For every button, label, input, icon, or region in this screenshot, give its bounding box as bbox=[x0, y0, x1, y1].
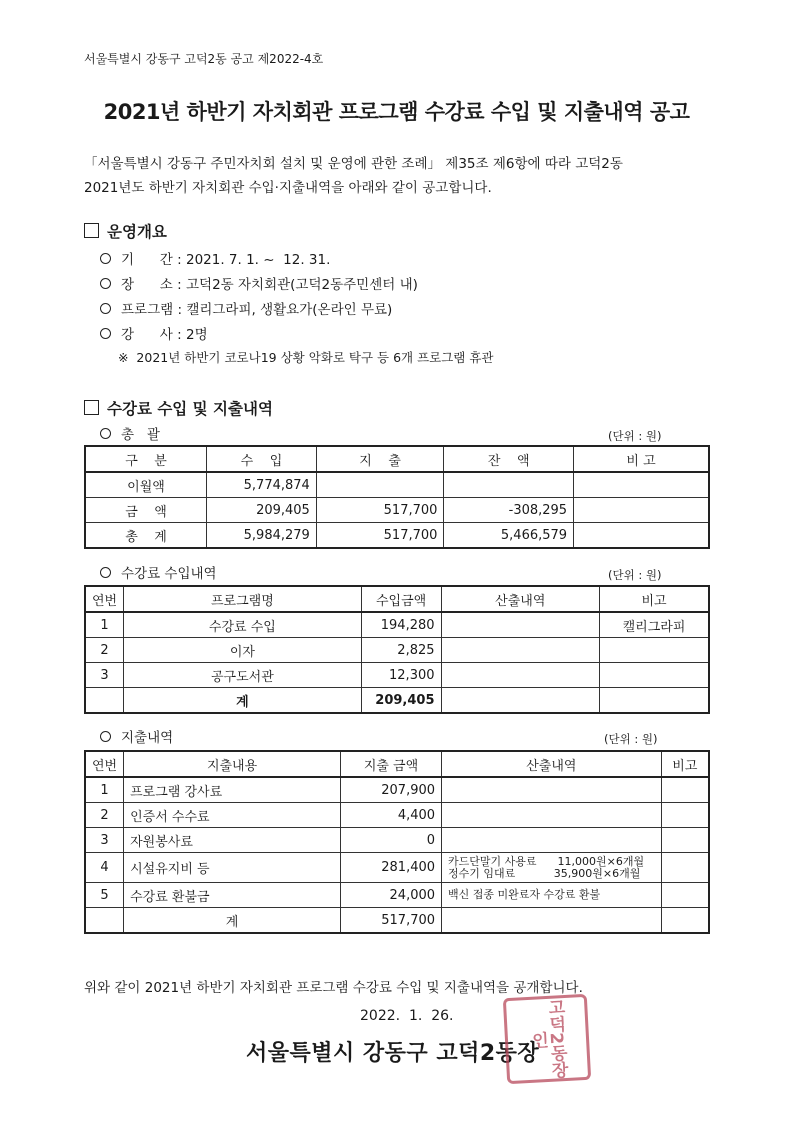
overview-item-period: 기 간 : 2021. 7. 1. ~ 12. 31. bbox=[100, 248, 330, 268]
note-cell bbox=[574, 498, 709, 523]
expense-name: 자원봉사료 bbox=[124, 828, 341, 853]
bullet-circle-icon bbox=[100, 428, 111, 439]
row-number: 2 bbox=[85, 638, 124, 663]
expense-subheading-text: 지출내역 bbox=[121, 730, 174, 746]
intro-line-1: 「서울특별시 강동구 주민자치회 설치 및 운영에 관한 조례」 제35조 제6항에 따라 고덕2동 bbox=[84, 156, 623, 172]
calc-line: 정수기 임대료 35,900원×6개월 bbox=[448, 866, 641, 880]
row-number: 2 bbox=[85, 803, 124, 828]
checkbox-square-icon bbox=[84, 400, 99, 415]
balance-cell bbox=[444, 472, 574, 498]
overview-heading bbox=[84, 220, 167, 242]
column-header: 비고 bbox=[661, 751, 709, 777]
total-amount: 517,700 bbox=[340, 908, 441, 934]
column-header: 수 입 bbox=[207, 446, 317, 472]
overview-heading-text: 운영개요 bbox=[107, 223, 167, 241]
amount-cell: 2,825 bbox=[361, 638, 441, 663]
calc-cell bbox=[442, 803, 662, 828]
calc-cell bbox=[441, 638, 599, 663]
total-amount: 209,405 bbox=[361, 688, 441, 714]
row-number: 3 bbox=[85, 828, 124, 853]
expense-table bbox=[84, 750, 710, 934]
expense-name: 수강료 환불금 bbox=[124, 883, 341, 908]
column-header: 산출내역 bbox=[441, 586, 599, 612]
table-row bbox=[85, 498, 709, 523]
amount-cell: 0 bbox=[340, 828, 441, 853]
income-unit: (단위 : 원) bbox=[608, 568, 662, 582]
expense-name: 인증서 수수료 bbox=[124, 803, 341, 828]
issue-date: 2022. 1. 26. bbox=[360, 1008, 454, 1024]
amount-cell: 281,400 bbox=[340, 853, 441, 883]
summary-subheading bbox=[100, 423, 160, 443]
program-name: 공구도서관 bbox=[124, 663, 362, 688]
column-header: 지 출 bbox=[316, 446, 444, 472]
page-title: 2021년 하반기 자치회관 프로그램 수강료 수입 및 지출내역 공고 bbox=[103, 100, 690, 124]
amount-cell: 24,000 bbox=[340, 883, 441, 908]
overview-item-instructor: 강 사 : 2명 bbox=[100, 323, 208, 343]
overview-value: 고덕2동 자치회관(고덕2동주민센터 내) bbox=[185, 277, 418, 293]
column-header: 지출내용 bbox=[124, 751, 341, 777]
row-number: 1 bbox=[85, 612, 124, 638]
calc-cell bbox=[442, 883, 662, 908]
table-header-row bbox=[85, 751, 709, 777]
table-row bbox=[85, 523, 709, 549]
overview-item-place: 장 소 : 고덕2동 자치회관(고덕2동주민센터 내) bbox=[100, 273, 418, 293]
amount-cell: 12,300 bbox=[361, 663, 441, 688]
column-header: 수입금액 bbox=[361, 586, 441, 612]
table-row bbox=[85, 883, 709, 908]
note-cell bbox=[661, 853, 709, 883]
total-row bbox=[85, 688, 709, 714]
calc-cell bbox=[441, 663, 599, 688]
income-cell: 5,774,874 bbox=[207, 472, 317, 498]
blank-cell bbox=[442, 908, 662, 934]
calc-cell bbox=[442, 853, 662, 883]
calc-cell bbox=[441, 612, 599, 638]
notice-number: 서울특별시 강동구 고덕2동 공고 제2022-4호 bbox=[84, 52, 324, 66]
official-seal-icon bbox=[503, 994, 591, 1084]
calc-line: 백신 접종 미완료자 수강료 환불 bbox=[448, 888, 601, 901]
note-cell bbox=[574, 472, 709, 498]
expense-cell: 517,700 bbox=[316, 523, 444, 549]
bullet-circle-icon bbox=[100, 567, 111, 578]
bullet-circle-icon bbox=[100, 303, 111, 314]
program-name: 수강료 수입 bbox=[124, 612, 362, 638]
column-header: 잔 액 bbox=[444, 446, 574, 472]
seal-text: 고덕2동장인 bbox=[527, 998, 569, 1079]
column-header: 비 고 bbox=[574, 446, 709, 472]
expense-cell bbox=[316, 472, 444, 498]
column-header: 지출 금액 bbox=[340, 751, 441, 777]
overview-value: 2명 bbox=[185, 327, 208, 343]
row-number: 4 bbox=[85, 853, 124, 883]
note-cell bbox=[661, 777, 709, 803]
note-cell bbox=[600, 663, 710, 688]
blank-cell bbox=[600, 688, 710, 714]
overview-label: 프로그램 bbox=[121, 302, 174, 318]
table-header-row bbox=[85, 586, 709, 612]
balance-cell: 5,466,579 bbox=[444, 523, 574, 549]
blank-cell bbox=[85, 908, 124, 934]
row-number: 5 bbox=[85, 883, 124, 908]
table-row bbox=[85, 828, 709, 853]
income-table bbox=[84, 585, 710, 714]
blank-cell bbox=[85, 688, 124, 714]
total-row bbox=[85, 908, 709, 934]
amount-cell: 207,900 bbox=[340, 777, 441, 803]
expense-unit: (단위 : 원) bbox=[604, 732, 658, 746]
table-row bbox=[85, 612, 709, 638]
expense-subheading bbox=[100, 726, 173, 746]
amount-cell: 4,400 bbox=[340, 803, 441, 828]
column-header: 연번 bbox=[85, 586, 124, 612]
finance-heading-text: 수강료 수입 및 지출내역 bbox=[107, 400, 273, 418]
overview-value: 캘리그라피, 생활요가(온라인 무료) bbox=[186, 302, 393, 318]
row-label: 이월액 bbox=[85, 472, 207, 498]
table-row bbox=[85, 638, 709, 663]
row-label: 총 계 bbox=[85, 523, 207, 549]
row-number: 1 bbox=[85, 777, 124, 803]
overview-label: 강 사 bbox=[121, 327, 173, 343]
finance-heading bbox=[84, 397, 273, 419]
income-subheading bbox=[100, 562, 217, 582]
column-header: 연번 bbox=[85, 751, 124, 777]
table-row bbox=[85, 803, 709, 828]
calc-cell bbox=[442, 777, 662, 803]
checkbox-square-icon bbox=[84, 223, 99, 238]
income-cell: 209,405 bbox=[207, 498, 317, 523]
amount-cell: 194,280 bbox=[361, 612, 441, 638]
calc-cell bbox=[442, 828, 662, 853]
program-name: 이자 bbox=[124, 638, 362, 663]
balance-cell: -308,295 bbox=[444, 498, 574, 523]
bullet-circle-icon bbox=[100, 253, 111, 264]
expense-name: 시설유지비 등 bbox=[124, 853, 341, 883]
note-cell bbox=[661, 803, 709, 828]
overview-label: 장 소 bbox=[121, 277, 173, 293]
column-header: 프로그램명 bbox=[124, 586, 362, 612]
total-label: 계 bbox=[124, 908, 341, 934]
summary-subheading-text: 총 괄 bbox=[121, 427, 160, 443]
note-cell bbox=[661, 828, 709, 853]
income-subheading-text: 수강료 수입내역 bbox=[121, 566, 217, 582]
income-cell: 5,984,279 bbox=[207, 523, 317, 549]
expense-name: 프로그램 강사료 bbox=[124, 777, 341, 803]
column-header: 구 분 bbox=[85, 446, 207, 472]
issuer-name: 서울특별시 강동구 고덕2동장 bbox=[246, 1041, 540, 1066]
bullet-circle-icon bbox=[100, 278, 111, 289]
column-header: 비고 bbox=[600, 586, 710, 612]
table-row bbox=[85, 663, 709, 688]
table-row bbox=[85, 777, 709, 803]
intro-line-2: 2021년도 하반기 자치회관 수입·지출내역을 아래와 같이 공고합니다. bbox=[84, 180, 492, 196]
table-row bbox=[85, 853, 709, 883]
total-label: 계 bbox=[124, 688, 362, 714]
overview-item-program: 프로그램 : 캘리그라피, 생활요가(온라인 무료) bbox=[100, 298, 392, 318]
note-cell: 캘리그라피 bbox=[600, 612, 710, 638]
summary-unit: (단위 : 원) bbox=[608, 429, 662, 443]
row-label: 금 액 bbox=[85, 498, 207, 523]
blank-cell bbox=[441, 688, 599, 714]
note-cell bbox=[600, 638, 710, 663]
note-cell bbox=[574, 523, 709, 549]
table-row bbox=[85, 472, 709, 498]
expense-cell: 517,700 bbox=[316, 498, 444, 523]
footer-statement: 위와 같이 2021년 하반기 자치회관 프로그램 수강료 수입 및 지출내역을 공개합니다. bbox=[84, 980, 583, 996]
overview-label: 기 간 bbox=[121, 252, 173, 268]
row-number: 3 bbox=[85, 663, 124, 688]
calc-line: 카드단말기 사용료 11,000원×6개월 bbox=[448, 854, 645, 868]
column-header: 산출내역 bbox=[442, 751, 662, 777]
summary-table bbox=[84, 445, 710, 549]
intro-paragraph bbox=[84, 152, 724, 200]
blank-cell bbox=[661, 908, 709, 934]
overview-value: 2021. 7. 1. ~ 12. 31. bbox=[185, 252, 331, 268]
note-cell bbox=[661, 883, 709, 908]
overview-note: ※ 2021년 하반기 코로나19 상황 악화로 탁구 등 6개 프로그램 휴관 bbox=[118, 350, 494, 365]
bullet-circle-icon bbox=[100, 328, 111, 339]
table-header-row bbox=[85, 446, 709, 472]
bullet-circle-icon bbox=[100, 731, 111, 742]
